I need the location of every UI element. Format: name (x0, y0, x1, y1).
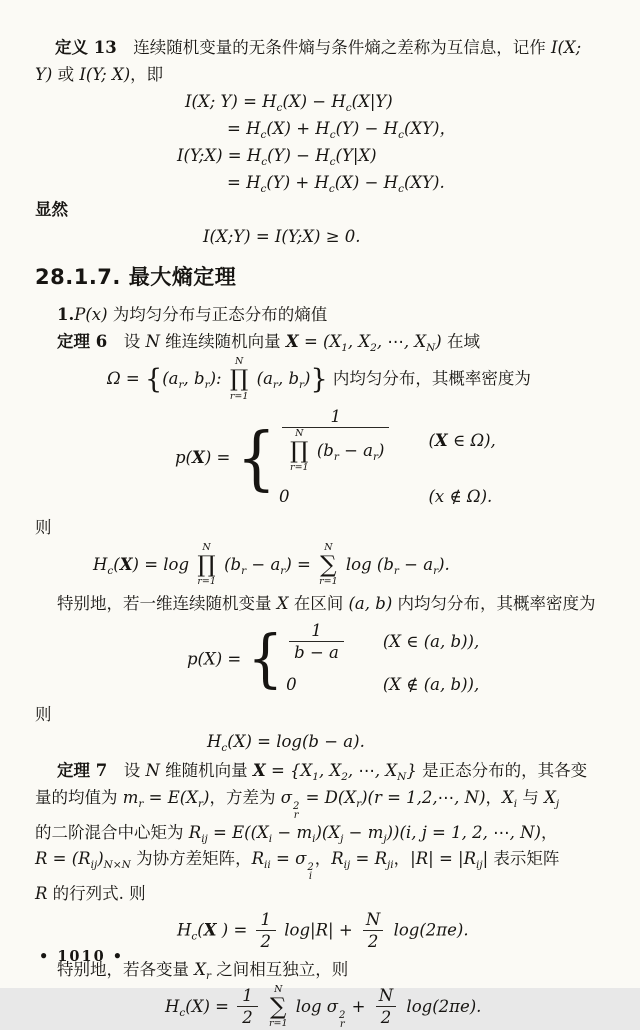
cases-body (286, 621, 479, 699)
entropy-uniform-1d-equation: $H_c(X) = \log(b - a)$. (207, 732, 365, 755)
then-label: 则 (35, 705, 52, 725)
uniform-density-1d-cases-equation (187, 621, 614, 699)
cases-body (279, 407, 496, 510)
nonnegativity-equation: I(X;Y) = I(Y;X) ≥ 0. (203, 227, 361, 246)
mutual-info-equation-line-2: = $H_c(X) + H_c(Y) - H_c(XY)$， (227, 119, 456, 141)
theorem-7-statement-line-1: 定理 7 设 N 维随机向量 $X = \{X_1$, $X_2$, ⋯, $X_N$} 是正态分布的，其各变 (57, 761, 588, 784)
case-value: 0 (286, 675, 297, 695)
case-condition: (X ∈ (a, b)), (382, 632, 480, 652)
list-item-uniform-normal-entropy: 1.P(x) 为均匀分布与正态分布的熵值 (57, 305, 328, 324)
theorem-6-statement: 定理 6 设 N 维连续随机向量 $X = (X_1$, $X_2$, ⋯, $X_N$) 在域 (57, 332, 480, 354)
case-condition: (X ∉ (a, b)), (382, 675, 480, 695)
cases-brace: { (236, 416, 277, 499)
independent-variables-text: 特别地，若各变量 $X_r$ 之间相互独立，则 (57, 959, 349, 982)
theorem-7-statement-line-4: $R = (R_{ij})_{N\times N}$ 为协方差矩阵，$R_{ii} = \sigma$ 2 i ，$R_{ij} = R_{ji}$，$|R| = |R_{ij}|$ 表示矩阵 (35, 849, 560, 883)
entropy-uniform-nd-equation: $H_c(X) = \log$ N ∏ r=1 $(b_r - a_r)$ = N ∑ r=1 $\log (b_r - a_r)$. (93, 541, 450, 588)
uniform-density-nd-cases-equation (175, 407, 614, 510)
density-lhs: p(X) = (175, 447, 236, 467)
mutual-info-equation-line-3: I(Y;X) = $H_c(Y) - H_c(Y|X)$ (177, 146, 377, 168)
case-value: 1 N ∏ r=1 $(b_r - a_r)$ (279, 407, 392, 474)
theorem-7-statement-line-3: 的二阶混合中心矩为 $R_{ij} = E((X_i - m_i)(X_j - m_j))(i$, j = 1, 2, ⋯, N)， (35, 822, 558, 845)
case-value: 0 (279, 486, 290, 506)
section-heading: 28.1.7. 最大熵定理 (35, 265, 237, 289)
definition-13-text-line-1: 定义 13 连续随机变量的无条件熵与条件熵之差称为互信息，记作 I(X; (55, 38, 582, 57)
definition-13-text-line-2: Y) 或 I(Y; X)，即 (35, 65, 164, 84)
entropy-normal-equation: $H_c(X$ ) = $\frac{1}{2}$ log|R| + $\frac{N}{2}$ log(2πe). (177, 909, 469, 951)
case-condition: (X ∈ Ω), (428, 430, 496, 450)
then-label: 则 (35, 517, 52, 537)
entropy-independent-equation: $H_c(X)$ = $\frac{1}{2}$ N ∑ r=1 log σ 2 r + $\frac{N}{2}$ log(2πe). (165, 983, 482, 1030)
obviously-label: 显然 (35, 200, 68, 219)
omega-domain-equation: $\Omega = \{(a_r$, $b_r$): N ∏ r=1 ($a_r$, $b_r$)} 内均匀分布，其概率密度为 (107, 356, 531, 402)
case-condition: (x ∉ Ω). (428, 486, 493, 506)
mutual-info-equation-line-4: = $H_c(Y) + H_c(X) - H_c(XY)$. (227, 173, 445, 195)
density-lhs: p(X) = (187, 649, 247, 669)
page-number: • 1010 • (39, 948, 124, 965)
theorem-7-statement-line-2: 量的均值为 $m_r = E(X_r)$，方差为 σ 2 r = $D(X_r)(r$ = 1,2,⋯, N)，$X_i$ 与 $X_j$ (35, 787, 560, 821)
case-value: $\frac{1}{b - a}$ (286, 621, 347, 663)
mutual-info-equation-line-1: I(X; $Y) = H_c(X) - H_c(X|Y)$ (185, 92, 393, 114)
cases-brace: { (247, 622, 284, 696)
theorem-7-statement-line-5: R 的行列式. 则 (35, 884, 146, 904)
special-case-1d-uniform-text: 特别地，若一维连续随机变量 X 在区间 (a, b) 内均匀分布，其概率密度为 (57, 593, 596, 613)
